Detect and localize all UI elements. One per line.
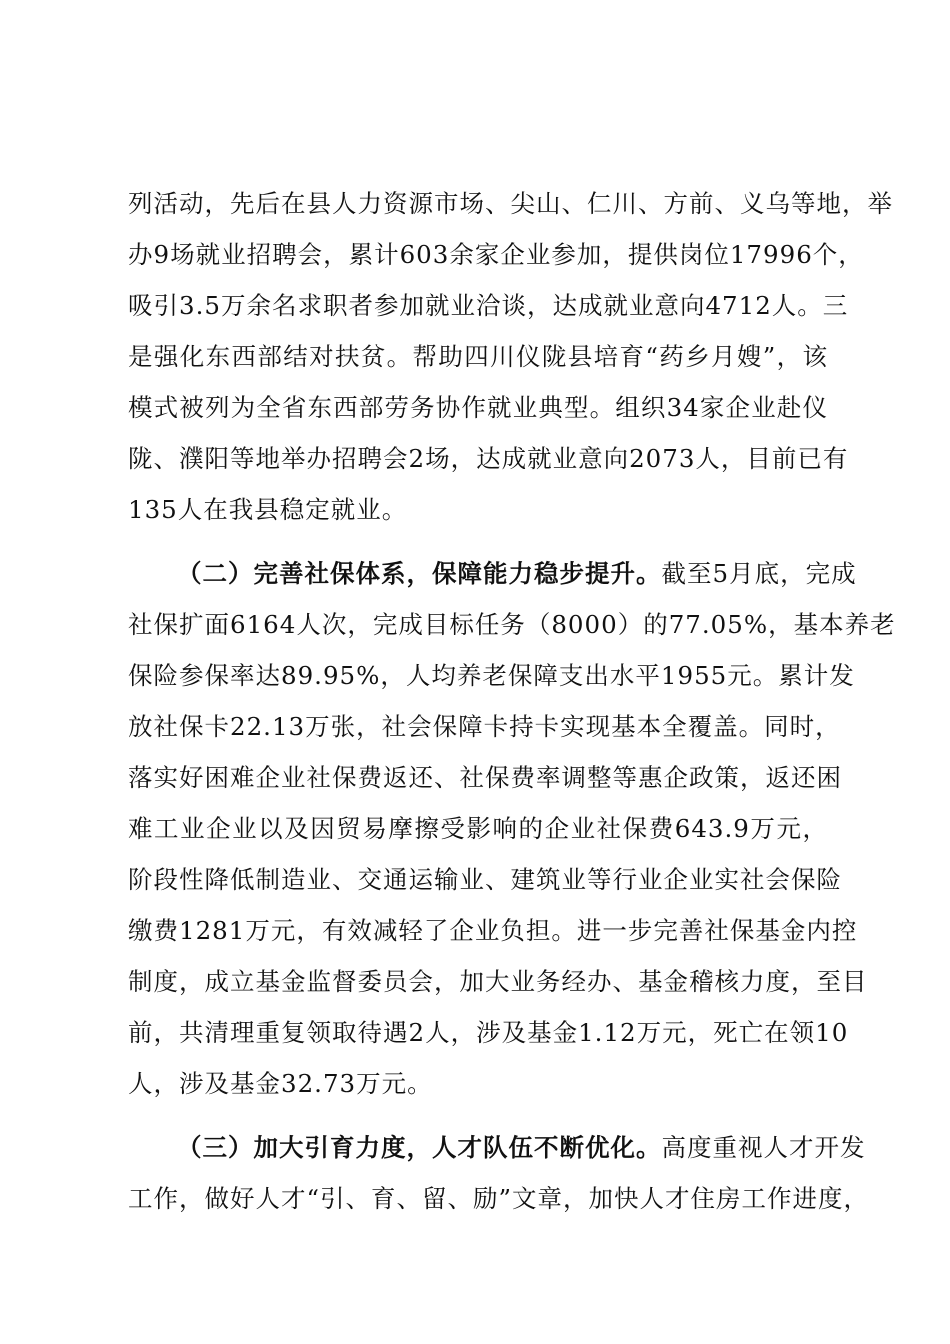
text-line: 工作，做好人才“引、育、留、励”文章，加快人才住房工作进度， bbox=[128, 1184, 870, 1213]
text-line: 人，涉及基金32.73万元。 bbox=[128, 1069, 433, 1098]
text-line: 陇、濮阳等地举办招聘会2场，达成就业意向2073人，目前已有 bbox=[128, 444, 849, 473]
paragraph-spacer bbox=[128, 535, 828, 548]
section-heading-talent: （三）加大引育力度，人才队伍不断优化。 bbox=[177, 1133, 662, 1162]
text-line: 列活动，先后在县人力资源市场、尖山、仁川、方前、义乌等地，举 bbox=[128, 189, 893, 218]
paragraph-first-line bbox=[128, 1122, 866, 1173]
text-line: 难工业企业以及因贸易摩擦受影响的企业社保费643.9万元， bbox=[128, 814, 828, 843]
text-line: 前，共清理重复领取待遇2人，涉及基金1.12万元，死亡在领10 bbox=[128, 1018, 849, 1047]
text-line: 模式被列为全省东西部劳务协作就业典型。组织34家企业赴仪 bbox=[128, 393, 828, 422]
paragraph-first-line bbox=[128, 548, 857, 599]
text-line: 135人在我县稳定就业。 bbox=[128, 495, 408, 524]
document-body bbox=[128, 178, 896, 1224]
text-line: 阶段性降低制造业、交通运输业、建筑业等行业企业实社会保险 bbox=[128, 865, 842, 894]
text-line: 缴费1281万元，有效减轻了企业负担。进一步完善社保基金内控 bbox=[128, 916, 858, 945]
paragraph-employment-continuation bbox=[128, 178, 893, 535]
text-line: 保险参保率达89.95%，人均养老保障支出水平1955元。累计发 bbox=[128, 661, 855, 690]
paragraph-social-security bbox=[128, 548, 896, 1109]
text-run: 截至5月底，完成 bbox=[661, 559, 857, 588]
text-run: 高度重视人才开发 bbox=[661, 1133, 866, 1162]
text-line: 落实好困难企业社保费返还、社保费率调整等惠企政策，返还困 bbox=[128, 763, 842, 792]
text-line: 制度，成立基金监督委员会，加大业务经办、基金稽核力度，至目 bbox=[128, 967, 868, 996]
text-line: 社保扩面6164人次，完成目标任务（8000）的77.05%，基本养老 bbox=[128, 610, 896, 639]
text-line: 放社保卡22.13万张，社会保障卡持卡实现基本全覆盖。同时， bbox=[128, 712, 841, 741]
text-line: 办9场就业招聘会，累计603余家企业参加，提供岗位17996个， bbox=[128, 240, 864, 269]
section-heading-social-security: （二）完善社保体系，保障能力稳步提升。 bbox=[177, 559, 662, 588]
text-line: 是强化东西部结对扶贫。帮助四川仪陇县培育“药乡月嫂”，该 bbox=[128, 342, 828, 371]
text-line: 吸引3.5万余名求职者参加就业洽谈，达成就业意向4712人。三 bbox=[128, 291, 849, 320]
paragraph-spacer bbox=[128, 1109, 828, 1122]
paragraph-talent bbox=[128, 1122, 870, 1224]
